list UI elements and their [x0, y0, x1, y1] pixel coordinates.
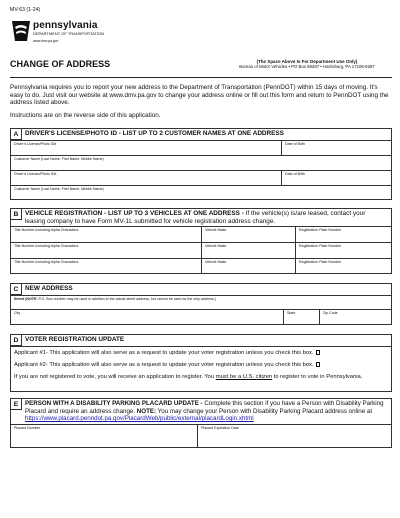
- section-e-heading: [25, 400, 387, 423]
- field-label: Placard Number: [14, 426, 40, 430]
- street-field[interactable]: [11, 296, 391, 309]
- mailing-address: Bureau of Motor Vehicles • PO Box 68287 • Harrisburg, PA 17106-8287: [239, 64, 375, 69]
- form-row: [11, 309, 391, 324]
- field-label: Placard Expiration Date: [201, 426, 239, 430]
- section-heading-note: If the vehicle(s) is/are leased, contact your leasing company to have Form MV-1L submitted for vehicle registration address change.: [25, 210, 366, 225]
- plate-number-field-2[interactable]: [295, 243, 391, 258]
- section-e-note-label: NOTE:: [136, 407, 157, 415]
- section-e: [10, 398, 392, 448]
- vehicle-row: [11, 258, 391, 273]
- section-d: [10, 334, 392, 392]
- title-divider: [10, 77, 392, 78]
- section-c-heading: [25, 285, 387, 293]
- vehicle-make-field-3[interactable]: [201, 259, 295, 273]
- title-number-field-1[interactable]: [11, 227, 201, 242]
- field-label: Vehicle Make: [205, 244, 227, 248]
- keystone-logo-icon: [10, 19, 32, 43]
- form-code: MV-63 (1-24): [10, 7, 41, 13]
- section-letter: C: [11, 284, 22, 295]
- section-letter: A: [11, 129, 22, 140]
- section-heading-text: VOTER REGISTRATION UPDATE: [25, 336, 125, 343]
- field-label: Zip Code: [323, 311, 338, 315]
- vehicle-make-field-1[interactable]: [201, 227, 295, 242]
- section-a-heading: [25, 130, 387, 138]
- section-letter: B: [11, 209, 22, 220]
- section-b-heading: [25, 210, 387, 225]
- section-e-text-after: You may change your Person with Disability Parking Placard address online at: [156, 407, 373, 415]
- field-label: State: [287, 311, 296, 315]
- section-letter: E: [11, 399, 22, 410]
- dob-field-2[interactable]: [281, 171, 391, 185]
- voter-note-after: to register to vote in Pennsylvania.: [272, 374, 363, 380]
- section-d-heading: [25, 336, 387, 344]
- section-c: [10, 283, 392, 325]
- form-row: [11, 170, 391, 185]
- section-a: [10, 128, 392, 200]
- field-label: Date of Birth: [285, 142, 305, 146]
- vehicle-make-field-2[interactable]: [201, 243, 295, 258]
- field-label: Date of Birth: [285, 172, 305, 176]
- section-e-text-before: Complete this section if you have a Person with Disability Parking Placard and require an address change.: [25, 400, 384, 415]
- field-label: Driver's License/Photo ID#: [14, 142, 57, 146]
- field-label: Registration Plate Number: [299, 260, 342, 264]
- department-use-label: (The Space Above Is For Department Use Only): [256, 59, 358, 64]
- intro-paragraph: Pennsylvania requires you to report your new address to the Department of Transportation (PennDOT) within 15 days of moving. It's easy to do. Just visit our website at www.dmv.pa.gov to change your address online or fill out this form and return to PennDOT using the address listed above.: [10, 84, 389, 107]
- section-heading-text: VEHICLE REGISTRATION - LIST UP TO 3 VEHICLES AT ONE ADDRESS -: [25, 210, 244, 217]
- applicant-2-checkbox[interactable]: [316, 362, 321, 367]
- placard-login-link[interactable]: https://www.placard.penndot.pa.gov/PlacardWeb/public/external/placardLogin.xhtml: [25, 415, 254, 422]
- field-label: Title Number Including Alpha Characters: [14, 228, 79, 232]
- form-row: [11, 155, 391, 170]
- zip-code-field[interactable]: [319, 310, 391, 324]
- placard-number-field[interactable]: [11, 425, 197, 447]
- voter-content: [11, 346, 391, 391]
- instructions-note: Instructions are on the reverse side of this application.: [10, 112, 161, 119]
- voter-note-underlined: must be a U.S. citizen: [215, 374, 273, 380]
- voter-note-before: If you are not registered to vote, you will receive an application to register. You: [14, 374, 216, 380]
- field-label: Customer Name (Last Name, First Name, Middle Name): [14, 187, 104, 191]
- form-row: [11, 295, 391, 309]
- title-number-field-3[interactable]: [11, 259, 201, 273]
- section-letter: D: [11, 335, 22, 346]
- field-label: Title Number Including Alpha Characters: [14, 244, 79, 248]
- field-label: Driver's License/Photo ID#: [14, 172, 57, 176]
- state-field[interactable]: [283, 310, 319, 324]
- field-label: Registration Plate Number: [299, 228, 342, 232]
- brand-block: [33, 20, 104, 43]
- applicant-1-checkbox[interactable]: [316, 350, 321, 355]
- field-label: City: [14, 311, 21, 315]
- voter-note: [14, 374, 362, 382]
- field-label: Registration Plate Number: [299, 244, 342, 248]
- vehicle-row: [11, 226, 391, 242]
- field-label: Vehicle Make: [205, 228, 227, 232]
- form-row: [11, 140, 391, 155]
- dl-id-field-1[interactable]: [11, 141, 281, 155]
- customer-name-field-2[interactable]: [11, 186, 391, 199]
- applicant-2-text: Applicant #2- This application will also serve as a request to update your voter registration unless you check this box.: [14, 362, 314, 368]
- section-heading-text: NEW ADDRESS: [25, 285, 73, 292]
- brand-website: www.dmv.pa.gov: [33, 39, 59, 43]
- form-title: CHANGE OF ADDRESS: [10, 59, 111, 69]
- section-heading-text: PERSON WITH A DISABILITY PARKING PLACARD UPDATE -: [25, 400, 203, 407]
- city-field[interactable]: [11, 310, 283, 324]
- field-label: [14, 297, 216, 301]
- dob-field-1[interactable]: [281, 141, 391, 155]
- applicant-2-row: [14, 362, 320, 370]
- plate-number-field-1[interactable]: [295, 227, 391, 242]
- plate-number-field-3[interactable]: [295, 259, 391, 273]
- form-row: [11, 185, 391, 199]
- dl-id-field-2[interactable]: [11, 171, 281, 185]
- applicant-1-text: Applicant #1- This application will also serve as a request to update your voter registration unless you check this box.: [14, 350, 314, 356]
- brand-name: pennsylvania: [33, 20, 98, 31]
- department-name: DEPARTMENT OF TRANSPORTATION: [33, 31, 105, 36]
- street-label-bold: Street (NOTE:: [14, 297, 38, 301]
- customer-name-field-1[interactable]: [11, 156, 391, 170]
- section-heading-text: DRIVER'S LICENSE/PHOTO ID - LIST UP TO 2 CUSTOMER NAMES AT ONE ADDRESS: [25, 130, 284, 137]
- street-label-rest: P.O. Box number may be used in addition to the actual street address, but cannot be used as the only address.): [37, 297, 216, 301]
- title-number-field-2[interactable]: [11, 243, 201, 258]
- section-b: [10, 208, 392, 274]
- field-label: Title Number Including Alpha Characters: [14, 260, 79, 264]
- department-use-area: [222, 59, 392, 69]
- field-label: Vehicle Make: [205, 260, 227, 264]
- placard-expiration-field[interactable]: [197, 425, 391, 447]
- field-label: Customer Name (Last Name, First Name, Middle Name): [14, 157, 104, 161]
- applicant-1-row: [14, 350, 320, 358]
- form-row: [11, 424, 391, 447]
- vehicle-row: [11, 242, 391, 258]
